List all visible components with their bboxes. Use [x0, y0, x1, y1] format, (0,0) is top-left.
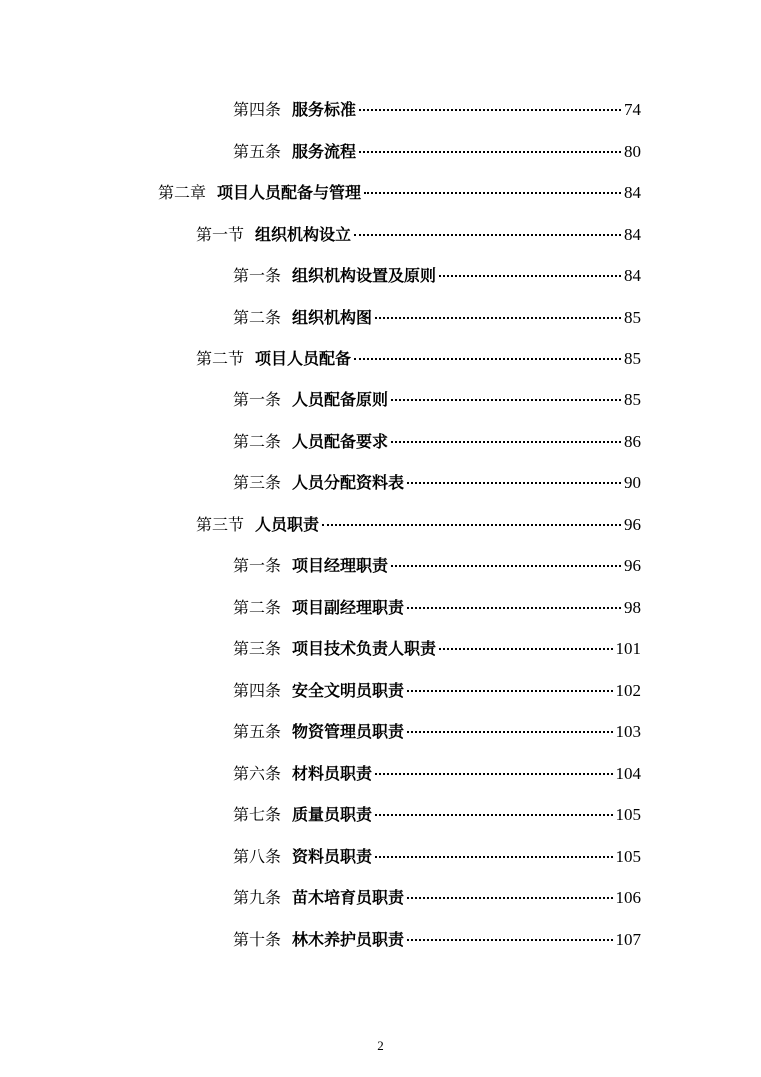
- toc-entry-label: 第二节: [196, 349, 245, 368]
- toc-entry-page: 102: [615, 681, 641, 700]
- toc-entry-page: 84: [624, 266, 641, 285]
- toc-entry-page: 84: [624, 183, 641, 202]
- toc-entry-label: 第十条: [233, 930, 282, 949]
- toc-dot-leader: [407, 939, 612, 941]
- toc-dot-leader: [407, 607, 621, 609]
- toc-entry[interactable]: [196, 223, 641, 247]
- toc-entry-title: 苗木培育员职责: [292, 888, 405, 907]
- toc-dot-leader: [439, 275, 621, 277]
- toc-entry-page: 85: [624, 349, 641, 368]
- toc-entry-label: 第五条: [233, 722, 282, 741]
- toc-entry[interactable]: [233, 762, 641, 786]
- toc-entry-label: 第三条: [233, 473, 282, 492]
- toc-entry[interactable]: [233, 720, 641, 744]
- toc-entry-title: 项目人员配备: [255, 349, 352, 368]
- toc-entry-label: 第七条: [233, 805, 282, 824]
- toc-dot-leader: [359, 151, 621, 153]
- toc-dot-leader: [375, 773, 612, 775]
- toc-entry-title: 人员配备要求: [292, 432, 389, 451]
- toc-dot-leader: [322, 524, 621, 526]
- toc-entry-page: 104: [615, 764, 641, 783]
- toc-dot-leader: [407, 897, 612, 899]
- toc-entry-page: 85: [624, 308, 641, 327]
- toc-entry[interactable]: [233, 471, 641, 495]
- toc-entry-label: 第六条: [233, 764, 282, 783]
- toc-entry-label: 第一条: [233, 556, 282, 575]
- toc-dot-leader: [439, 648, 612, 650]
- toc-entry[interactable]: [233, 98, 641, 122]
- toc-entry-page: 107: [615, 930, 641, 949]
- toc-entry[interactable]: [233, 140, 641, 164]
- toc-entry-title: 项目副经理职责: [292, 598, 405, 617]
- toc-entry-title: 人员职责: [255, 515, 320, 534]
- toc-entry[interactable]: [233, 845, 641, 869]
- toc-entry-page: 96: [624, 556, 641, 575]
- toc-entry-page: 84: [624, 225, 641, 244]
- toc-entry-title: 质量员职责: [292, 805, 373, 824]
- toc-dot-leader: [407, 731, 612, 733]
- toc-dot-leader: [375, 317, 621, 319]
- toc-entry[interactable]: [233, 886, 641, 910]
- toc-entry-label: 第四条: [233, 681, 282, 700]
- toc-entry-page: 96: [624, 515, 641, 534]
- toc-entry-title: 服务标准: [292, 100, 357, 119]
- toc-dot-leader: [407, 482, 621, 484]
- toc-entry-page: 98: [624, 598, 641, 617]
- toc-entry-title: 服务流程: [292, 142, 357, 161]
- toc-entry[interactable]: [196, 347, 641, 371]
- toc-entry[interactable]: [233, 554, 641, 578]
- toc-entry-label: 第三条: [233, 639, 282, 658]
- toc-entry-title: 材料员职责: [292, 764, 373, 783]
- toc-entry-label: 第九条: [233, 888, 282, 907]
- toc-dot-leader: [354, 234, 621, 236]
- toc-entry-label: 第二条: [233, 598, 282, 617]
- toc-entry[interactable]: [196, 513, 641, 537]
- toc-entry-title: 林木养护员职责: [292, 930, 405, 949]
- page-number: 2: [377, 1038, 384, 1053]
- toc-entry[interactable]: [158, 181, 641, 205]
- toc-entry[interactable]: [233, 264, 641, 288]
- toc-entry-label: 第二章: [158, 183, 207, 202]
- toc-entry-title: 组织机构设立: [255, 225, 352, 244]
- toc-entry[interactable]: [233, 928, 641, 952]
- toc-entry-title: 项目经理职责: [292, 556, 389, 575]
- toc-entry-label: 第三节: [196, 515, 245, 534]
- toc-entry-page: 105: [615, 805, 641, 824]
- toc-entry-title: 人员分配资料表: [292, 473, 405, 492]
- toc-entry-page: 103: [615, 722, 641, 741]
- toc-entry-label: 第一节: [196, 225, 245, 244]
- toc-entry-title: 人员配备原则: [292, 390, 389, 409]
- toc-entry-label: 第一条: [233, 390, 282, 409]
- toc-entry[interactable]: [233, 637, 641, 661]
- toc-dot-leader: [391, 565, 621, 567]
- toc-dot-leader: [375, 856, 612, 858]
- toc-entry[interactable]: [233, 388, 641, 412]
- toc-entry-title: 安全文明员职责: [292, 681, 405, 700]
- toc-dot-leader: [391, 399, 621, 401]
- toc-entry-label: 第四条: [233, 100, 282, 119]
- toc-entry-label: 第二条: [233, 308, 282, 327]
- toc-entry-title: 组织机构设置及原则: [292, 266, 437, 285]
- toc-entry-page: 74: [624, 100, 641, 119]
- toc-entry-page: 101: [615, 639, 641, 658]
- toc-entry-label: 第五条: [233, 142, 282, 161]
- toc-entry-page: 86: [624, 432, 641, 451]
- toc-entry[interactable]: [233, 430, 641, 454]
- toc-entry-page: 80: [624, 142, 641, 161]
- toc-entry-title: 资料员职责: [292, 847, 373, 866]
- toc-entry-page: 106: [615, 888, 641, 907]
- toc-dot-leader: [359, 109, 621, 111]
- toc-entry[interactable]: [233, 679, 641, 703]
- toc-entry-title: 项目人员配备与管理: [217, 183, 362, 202]
- toc-entry-page: 85: [624, 390, 641, 409]
- toc-dot-leader: [375, 814, 612, 816]
- toc-entry[interactable]: [233, 306, 641, 330]
- toc-dot-leader: [364, 192, 621, 194]
- toc-dot-leader: [407, 690, 612, 692]
- toc-entry-label: 第一条: [233, 266, 282, 285]
- toc-entry-title: 物资管理员职责: [292, 722, 405, 741]
- toc-entry-title: 组织机构图: [292, 308, 373, 327]
- toc-dot-leader: [354, 358, 621, 360]
- toc-entry-label: 第八条: [233, 847, 282, 866]
- toc-entry-title: 项目技术负责人职责: [292, 639, 437, 658]
- toc-entry-label: 第二条: [233, 432, 282, 451]
- toc-dot-leader: [391, 441, 621, 443]
- toc-entry-page: 105: [615, 847, 641, 866]
- toc-entry[interactable]: [233, 803, 641, 827]
- toc-entry[interactable]: [233, 596, 641, 620]
- toc-entry-page: 90: [624, 473, 641, 492]
